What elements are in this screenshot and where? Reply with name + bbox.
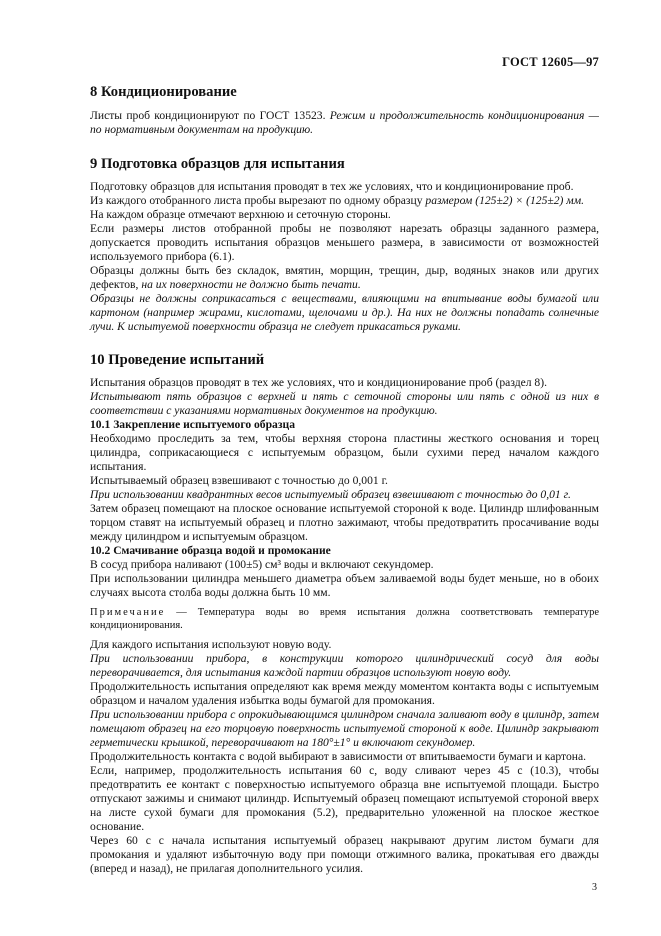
s8-italic-text: Режим и продолжительность кондиционирования — по нормативным документам на продукцию. — [90, 109, 599, 136]
section-10-title: 10 Проведение испытаний — [90, 352, 265, 368]
s9-paragraph-3: На каждом образце отмечают верхнюю и сеточную стороны. — [90, 208, 391, 221]
s10-2-paragraph-6: При использовании прибора с опрокидывающимся цилиндром сначала заливают воду в цилиндр, затем помещают образец на его торцовую поверхность испытуемой стороной к воде. Цилиндр закрывают герметически крышкой, переворачивают на 180°±1° и включают секундомер. — [90, 708, 599, 749]
s9-paragraph-1: Подготовку образцов для испытания проводят в тех же условиях, что и кондиционирование проб. — [90, 180, 574, 193]
s10-2-paragraph-8: Если, например, продолжительность испытания 60 с, воду сливают через 45 с (10.3), чтобы предотвратить ее контакт с поверхностью испытуемого образца вне испытуемой площади. Быстро отпускают зажимы и снимают цилиндр. Испытуемый образец помещают испытуемой стороной вверх на листе сухой бумаги для промокания (5.2), предварительно уложенной на плоское жесткое основание. — [90, 764, 599, 833]
s10-1-paragraph-2: Испытываемый образец взвешивают с точностью до 0,001 г. — [90, 474, 388, 487]
s10-2-paragraph-3: Для каждого испытания используют новую воду. — [90, 638, 332, 651]
s10-2-paragraph-4: При использовании прибора, в конструкции которого цилиндрический сосуд для воды переворачивается, для испытания каждой партии образцов используют новую воду. — [90, 652, 599, 679]
s10-paragraph-1: Испытания образцов проводят в тех же условиях, что и кондиционирование проб (раздел 8). — [90, 376, 547, 389]
note-text: — Температура воды во время испытания должна соответствовать температуре кондиционирования. — [90, 607, 599, 631]
s10-1-paragraph-4: Затем образец помещают на плоское основание испытуемой стороной к воде. Цилиндр шлифованным торцом ставят на испытуемый образец и плотно зажимают, чтобы предотвратить просачивание воды между цилиндром и испытуемым образцом. — [90, 502, 599, 543]
document-header: ГОСТ 12605—97 — [502, 55, 599, 69]
s9-paragraph-6: Образцы не должны соприкасаться с веществами, влияющими на впитывание воды бумагой или картоном (например жирами, кислотами, щелочами и др.). На них не должны попадать солнечные лучи. К испытуемой поверхности образца не следует прикасаться руками. — [90, 292, 599, 333]
note-label: Примечание — [90, 607, 166, 618]
s9-paragraph-2 — [90, 194, 599, 208]
subsection-10-1-title: 10.1 Закрепление испытуемого образца — [90, 418, 295, 431]
s10-2-paragraph-7: Продолжительность контакта с водой выбирают в зависимости от впитываемости бумаги и картона. — [90, 750, 586, 763]
s9-paragraph-5 — [90, 264, 599, 292]
s9-p5-italic: на их поверхности не должно быть печати. — [141, 278, 361, 291]
s10-1-paragraph-3: При использовании квадрантных весов испытуемый образец взвешивают с точностью до 0,01 г. — [90, 488, 571, 501]
s10-2-paragraph-2: При использовании цилиндра меньшего диаметра объем заливаемой воды будет меньше, но в обоих случаях высота столба воды должна быть 10 мм. — [90, 572, 599, 599]
s9-paragraph-4: Если размеры листов отобранной пробы не позволяют нарезать образцы заданного размера, допускается проводить испытания образцов меньшего размера, в зависимости от возможностей используемого прибора (6.1). — [90, 222, 599, 263]
section-8-paragraph — [90, 109, 599, 137]
note-block — [90, 606, 599, 632]
document-body — [90, 82, 599, 876]
s10-2-paragraph-5: Продолжительность испытания определяют как время между моментом контакта воды с испытуемым образцом и началом удаления избытка воды бумагой для промокания. — [90, 680, 599, 707]
s10-2-paragraph-1: В сосуд прибора наливают (100±5) см³ воды и включают секундомер. — [90, 558, 434, 571]
s10-paragraph-2: Испытывают пять образцов с верхней и пять с сеточной стороны или пять с одной из них в соответствии с указаниями нормативных документов на продукцию. — [90, 390, 599, 417]
s9-p2-text: Из каждого отобранного листа пробы вырезают по одному образцу — [90, 194, 423, 207]
page-number: 3 — [592, 882, 597, 893]
s8-text: Листы проб кондиционируют по ГОСТ 13523. — [90, 109, 326, 122]
s10-2-paragraph-9: Через 60 с с начала испытания испытуемый образец накрывают другим листом бумаги для промокания и удаляют избыточную воду при помощи отжимного валика, прокатывая его дважды (вперед и назад), не прилагая дополнительного усилия. — [90, 834, 599, 875]
section-9-title: 9 Подготовка образцов для испытания — [90, 156, 345, 172]
s9-p5-text: Образцы должны быть без складок, вмятин, морщин, трещин, дыр, водяных знаков или других дефектов, — [90, 264, 599, 291]
s10-1-paragraph-1: Необходимо проследить за тем, чтобы верхняя сторона пластины жесткого основания и торец цилиндра, соприкасающиеся с испытуемым образцом, были сухими перед началом каждого испытания. — [90, 432, 599, 473]
s9-p2-size: размером (125±2) × (125±2) мм. — [425, 194, 584, 207]
section-8-title: 8 Кондиционирование — [90, 84, 237, 100]
subsection-10-2-title: 10.2 Смачивание образца водой и промокание — [90, 544, 331, 557]
